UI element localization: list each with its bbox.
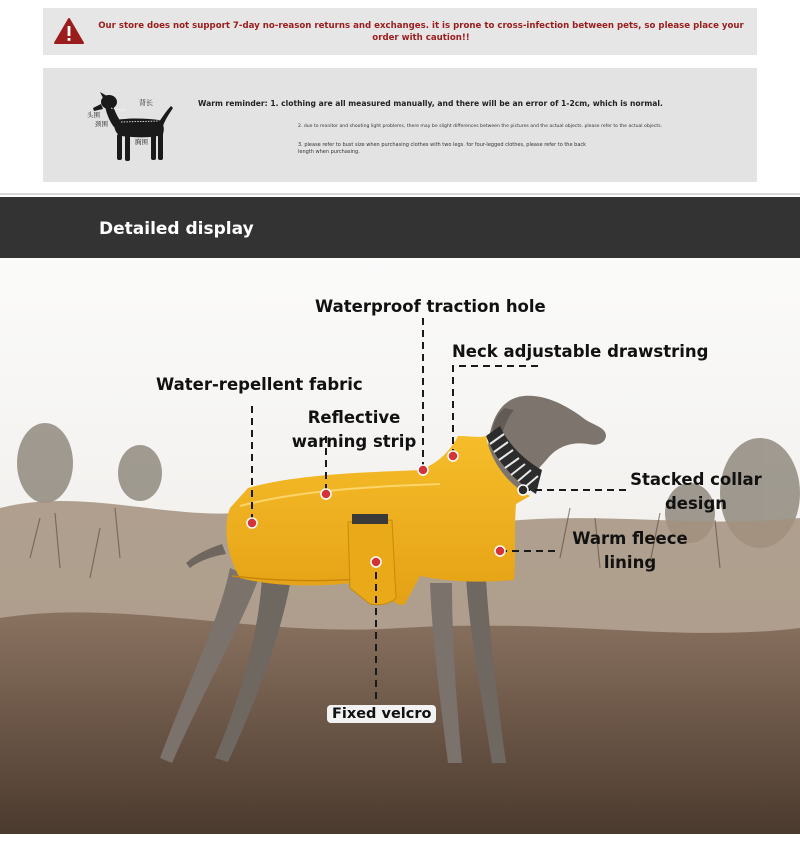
callout-fleece: Warm fleece lining [572,529,688,572]
section-title: Detailed display [99,219,254,239]
label-back-length: 背长 [139,99,153,107]
reminder-line-2: 3. please refer to bust size when purchasing clothes with two legs. for four-legged clothes, please refer to the back length when purchasing. [298,142,587,155]
callout-reflective: Reflective warning strip [291,408,417,451]
warning-icon [54,17,84,45]
marker-fleece [495,546,505,556]
marker-velcro [371,557,381,567]
dog-measurement-diagram [87,88,187,168]
callout-fabric: Water-repellent fabric [156,375,363,394]
label-neck: 颈围 [95,120,108,128]
section-banner [0,197,800,258]
size-reminder-panel [43,68,757,182]
reminder-line-1: 2. due to monitor and shooting light problems, there may be slight differences between the pictures and the actual objects. please refer to the actual objects. [298,124,663,129]
marker-collar [518,485,528,495]
callout-collar: Stacked collar design [630,470,762,513]
label-head: 头围 [87,111,100,119]
return-policy-notice [43,8,757,55]
label-chest: 胸围 [135,138,148,146]
marker-drawstring [448,451,458,461]
reminder-main: Warm reminder: 1. clothing are all measured manually, and there will be an error of 1-2cm, which is normal. [198,99,663,108]
marker-fabric [247,518,257,528]
notice-text: Our store does not support 7-day no-reason returns and exchanges. it is prone to cross-infection between pets, so please place your order with caution!! [98,21,744,43]
marker-traction-hole [418,465,428,475]
callout-traction-hole: Waterproof traction hole [315,297,546,316]
divider [0,193,800,195]
marker-reflective [321,489,331,499]
callout-drawstring: Neck adjustable drawstring [452,342,709,361]
callout-velcro: Fixed velcro [327,705,436,723]
